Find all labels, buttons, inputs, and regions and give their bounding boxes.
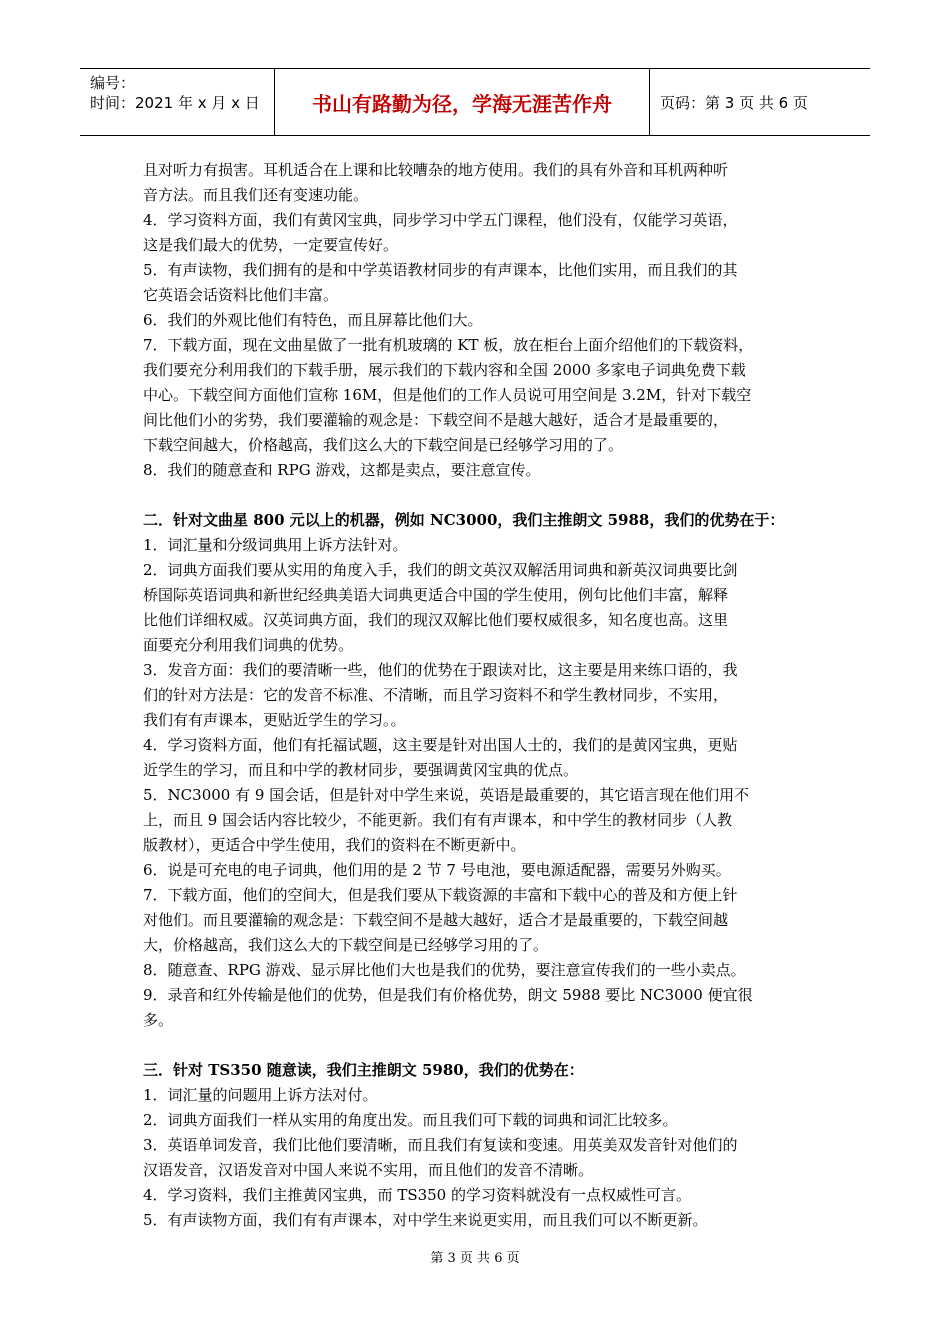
- section-heading: 三．针对 TS350 随意读，我们主推朗文 5980，我们的优势在：: [143, 1061, 584, 1079]
- body-line: 多。: [143, 1011, 174, 1029]
- body-line: 8．我们的随意查和 RPG 游戏，这都是卖点，要注意宣传。: [143, 461, 541, 479]
- body-line: 我们要充分利用我们的下载手册，展示我们的下载内容和全国 2000 多家电子词典免费下载: [143, 361, 746, 379]
- header-page-number: 页码：第 3 页 共 6 页: [660, 93, 808, 112]
- body-line: 5．NC3000 有 9 国会话，但是针对中学生来说，英语是最重要的，其它语言现在他们用不: [143, 786, 750, 804]
- page-footer: 第 3 页 共 6 页: [430, 1251, 520, 1266]
- body-line: 对他们。而且要灌输的观念是：下载空间不是越大越好，适合才是最重要的，下载空间越: [143, 911, 729, 929]
- body-line: 比他们详细权威。汉英词典方面，我们的现汉双解比他们要权威很多，知名度也高。这里: [143, 611, 729, 629]
- body-line: 中心。下载空间方面他们宣称 16M，但是他们的工作人员说可用空间是 3.2M，针对下载空: [143, 386, 752, 404]
- body-line: 4．学习资料方面，我们有黄冈宝典，同步学习中学五门课程，他们没有，仅能学习英语，: [143, 211, 738, 229]
- document-number-label: 编号：: [90, 74, 136, 92]
- section-gap: [143, 483, 811, 508]
- body-line: 大，价格越高，我们这么大的下载空间是已经够学习用的了。: [143, 936, 549, 954]
- body-line: 面要充分利用我们词典的优势。: [143, 636, 354, 654]
- body-line: 我们有有声课本，更贴近学生的学习。。: [143, 711, 406, 729]
- document-time-label: 时间：2021 年 x 月 x 日: [90, 94, 260, 112]
- body-line: 4．学习资料方面，他们有托福试题，这主要是针对出国人士的，我们的是黄冈宝典，更贴: [143, 736, 738, 754]
- body-line: 6．我们的外观比他们有特色，而且屏幕比他们大。: [143, 311, 483, 329]
- body-line: 7．下载方面，他们的空间大，但是我们要从下载资源的丰富和下载中心的普及和方便上针: [143, 886, 738, 904]
- body-line: 3．英语单词发音，我们比他们要清晰，而且我们有复读和变速。用英美双发音针对他们的: [143, 1136, 738, 1154]
- body-line: 7．下载方面，现在文曲星做了一批有机玻璃的 KT 板，放在柜台上面介绍他们的下载资料，: [143, 336, 754, 354]
- body-line: 汉语发音，汉语发音对中国人来说不实用，而且他们的发音不清晰。: [143, 1161, 594, 1179]
- section-gap: [143, 1033, 811, 1058]
- body-line: 上，而且 9 国会话内容比较少，不能更新。我们有有声课本，和中学生的教材同步（人教: [143, 811, 733, 829]
- document-body: [143, 158, 811, 1233]
- header-motto: 书山有路勤为径，学海无涯苦作舟: [275, 69, 650, 135]
- body-line: 它英语会话资料比他们丰富。: [143, 286, 339, 304]
- body-line: 桥国际英语词典和新世纪经典美语大词典更适合中国的学生使用，例句比他们丰富，解释: [143, 586, 729, 604]
- body-line: 间比他们小的劣势，我们要灌输的观念是：下载空间不是越大越好，适合才是最重要的，: [143, 411, 729, 429]
- body-line: 6．说是可充电的电子词典，他们用的是 2 节 7 号电池，要电源适配器，需要另外购买。: [143, 861, 731, 879]
- body-line: 音方法。而且我们还有变速功能。: [143, 186, 369, 204]
- body-line: 5．有声读物方面，我们有有声课本，对中学生来说更实用，而且我们可以不断更新。: [143, 1211, 708, 1229]
- body-line: 1．词汇量的问题用上诉方法对付。: [143, 1086, 378, 1104]
- page-header: [80, 68, 870, 136]
- body-line: 版教材），更适合中学生使用，我们的资料在不断更新中。: [143, 836, 526, 854]
- body-line: 2．词典方面我们要从实用的角度入手，我们的朗文英汉双解活用词典和新英汉词典要比剑: [143, 561, 738, 579]
- body-line: 这是我们最大的优势，一定要宣传好。: [143, 236, 399, 254]
- body-line: 且对听力有损害。耳机适合在上课和比较嘈杂的地方使用。我们的具有外音和耳机两种听: [143, 161, 729, 179]
- body-line: 下载空间越大，价格越高，我们这么大的下载空间是已经够学习用的了。: [143, 436, 624, 454]
- body-line: 们的针对方法是：它的发音不标准、不清晰，而且学习资料不和学生教材同步，不实用，: [143, 686, 729, 704]
- body-line: 8．随意查、RPG 游戏、显示屏比他们大也是我们的优势，要注意宣传我们的一些小卖点。: [143, 961, 746, 979]
- body-line: 近学生的学习，而且和中学的教材同步，要强调黄冈宝典的优点。: [143, 761, 579, 779]
- body-line: 5．有声读物，我们拥有的是和中学英语教材同步的有声课本，比他们实用，而且我们的其: [143, 261, 738, 279]
- body-line: 3．发音方面：我们的要清晰一些，他们的优势在于跟读对比，这主要是用来练口语的，我: [143, 661, 738, 679]
- body-line: 2．词典方面我们一样从实用的角度出发。而且我们可下载的词典和词汇比较多。: [143, 1111, 678, 1129]
- header-meta: [80, 69, 275, 135]
- body-line: 4．学习资料，我们主推黄冈宝典，而 TS350 的学习资料就没有一点权威性可言。: [143, 1186, 691, 1204]
- body-line: 9．录音和红外传输是他们的优势，但是我们有价格优势，朗文 5988 要比 NC3000 便宜很: [143, 986, 753, 1004]
- body-line: 1．词汇量和分级词典用上诉方法针对。: [143, 536, 408, 554]
- section-heading: 二．针对文曲星 800 元以上的机器，例如 NC3000，我们主推朗文 5988，我们的优势在于：: [143, 511, 785, 529]
